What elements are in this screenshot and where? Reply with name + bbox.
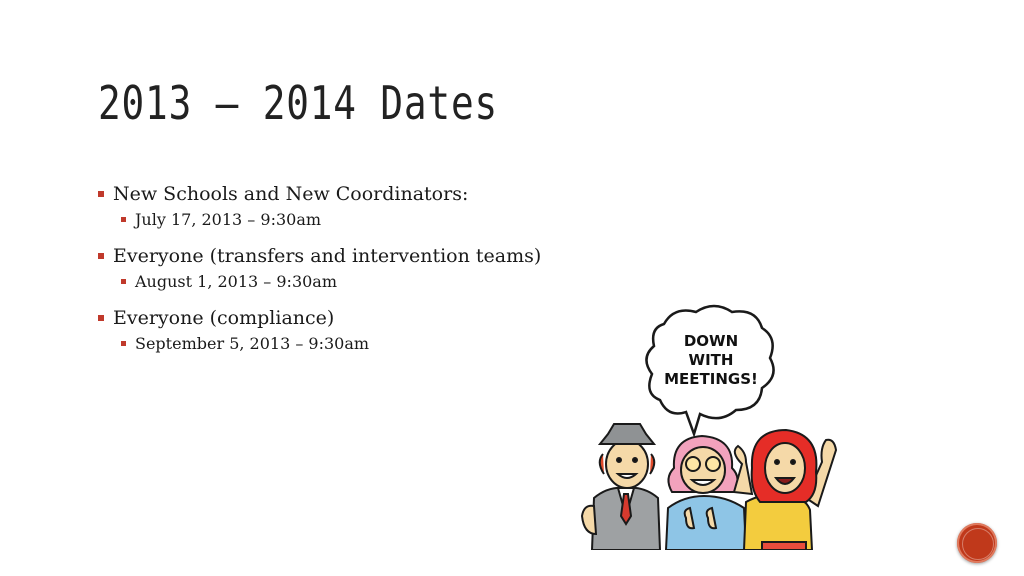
list-item	[98, 181, 658, 231]
speech-line: WITH	[688, 351, 734, 369]
sub-bullet-text: July 17, 2013 – 9:30am	[135, 209, 322, 229]
bullet-marker	[98, 191, 104, 197]
speech-bubble	[646, 306, 773, 434]
slide-nav-button[interactable]	[957, 523, 997, 563]
sub-bullet-marker	[121, 217, 126, 222]
speech-line: MEETINGS!	[664, 370, 758, 388]
slide-title: 2013 – 2014 Dates	[98, 76, 499, 130]
meeting-protest-cartoon	[574, 302, 854, 550]
list-item	[98, 243, 658, 293]
sub-bullet-text: August 1, 2013 – 9:30am	[135, 271, 338, 291]
woman-with-red-hair	[734, 430, 836, 550]
bullet-text: Everyone (transfers and intervention teams)	[113, 245, 542, 267]
bullet-text: Everyone (compliance)	[113, 307, 335, 329]
bullet-marker	[98, 315, 104, 321]
man-in-suit	[582, 424, 660, 550]
speech-line: DOWN	[683, 332, 739, 350]
bullet-marker	[98, 253, 104, 259]
sub-bullet-text: September 5, 2013 – 9:30am	[135, 333, 370, 353]
sub-bullet-marker	[121, 341, 126, 346]
bullet-text: New Schools and New Coordinators:	[113, 183, 469, 205]
sub-bullet-marker	[121, 279, 126, 284]
